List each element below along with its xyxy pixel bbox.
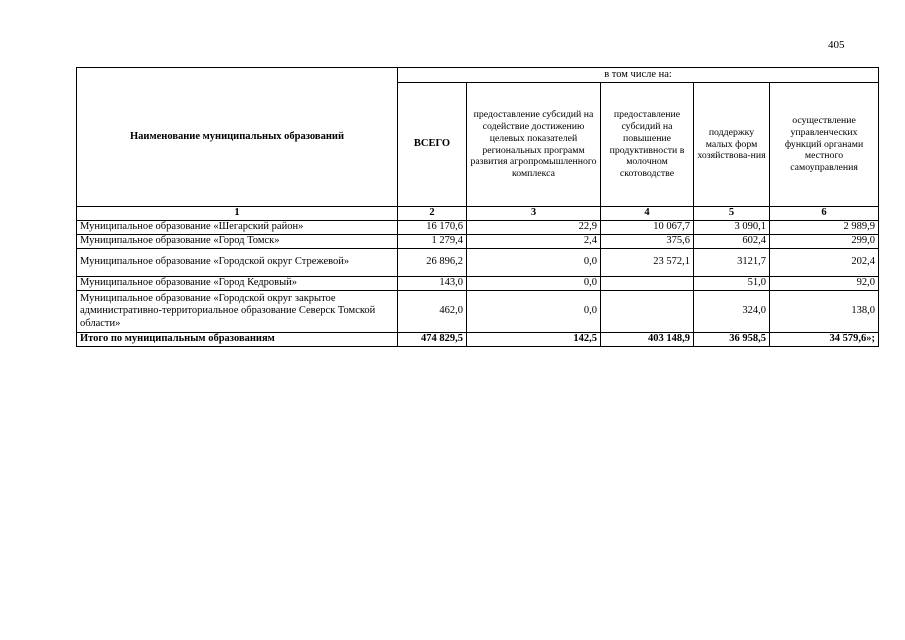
header-sub-col-3: предоставление субсидий на содействие достижению целевых показателей региональных программ развития агропромышленного комплекса bbox=[467, 83, 601, 207]
column-number: 4 bbox=[601, 207, 694, 221]
row-name: Муниципальное образование «Город Кедровый» bbox=[77, 277, 398, 291]
row-col-3: 22,9 bbox=[467, 221, 601, 235]
page-number: 405 bbox=[828, 39, 845, 51]
row-col-5: 3121,7 bbox=[694, 249, 770, 277]
row-col-4: 23 572,1 bbox=[601, 249, 694, 277]
row-col-6: 138,0 bbox=[770, 291, 879, 333]
column-number: 1 bbox=[77, 207, 398, 221]
header-sub-col-4: предоставление субсидий на повышение продуктивности в молочном скотоводстве bbox=[601, 83, 694, 207]
total-row-col-3: 142,5 bbox=[467, 333, 601, 347]
row-name: Муниципальное образование «Городской округ Стрежевой» bbox=[77, 249, 398, 277]
row-col-3: 0,0 bbox=[467, 291, 601, 333]
row-total: 462,0 bbox=[398, 291, 467, 333]
table-row bbox=[77, 291, 879, 333]
row-name: Муниципальное образование «Город Томск» bbox=[77, 235, 398, 249]
row-col-6: 92,0 bbox=[770, 277, 879, 291]
total-row-total: 474 829,5 bbox=[398, 333, 467, 347]
column-number-row bbox=[77, 207, 879, 221]
row-total: 1 279,4 bbox=[398, 235, 467, 249]
total-row-name: Итого по муниципальным образованиям bbox=[77, 333, 398, 347]
header-sub-col-5: поддержку малых форм хозяйствова-ния bbox=[694, 83, 770, 207]
total-row bbox=[77, 333, 879, 347]
row-col-3: 2,4 bbox=[467, 235, 601, 249]
table-row bbox=[77, 235, 879, 249]
header-row-1 bbox=[77, 68, 879, 83]
header-sub-col-6: осуществление управленческих функций органами местного самоуправления bbox=[770, 83, 879, 207]
row-col-4 bbox=[601, 291, 694, 333]
column-number: 2 bbox=[398, 207, 467, 221]
header-group-label: в том числе на: bbox=[398, 68, 879, 83]
row-col-5: 51,0 bbox=[694, 277, 770, 291]
column-number: 5 bbox=[694, 207, 770, 221]
row-col-6: 299,0 bbox=[770, 235, 879, 249]
row-total: 16 170,6 bbox=[398, 221, 467, 235]
municipal-subsidies-table bbox=[76, 67, 879, 347]
total-row-col-4: 403 148,9 bbox=[601, 333, 694, 347]
table-row bbox=[77, 249, 879, 277]
row-name: Муниципальное образование «Шегарский район» bbox=[77, 221, 398, 235]
total-row-col-6: 34 579,6»; bbox=[770, 333, 879, 347]
row-col-4 bbox=[601, 277, 694, 291]
table-row bbox=[77, 277, 879, 291]
row-total: 143,0 bbox=[398, 277, 467, 291]
total-row-col-5: 36 958,5 bbox=[694, 333, 770, 347]
column-number: 6 bbox=[770, 207, 879, 221]
row-col-4: 10 067,7 bbox=[601, 221, 694, 235]
row-col-3: 0,0 bbox=[467, 277, 601, 291]
row-col-6: 202,4 bbox=[770, 249, 879, 277]
column-number: 3 bbox=[467, 207, 601, 221]
row-col-4: 375,6 bbox=[601, 235, 694, 249]
row-col-5: 3 090,1 bbox=[694, 221, 770, 235]
row-col-5: 324,0 bbox=[694, 291, 770, 333]
row-total: 26 896,2 bbox=[398, 249, 467, 277]
table-row bbox=[77, 221, 879, 235]
row-name: Муниципальное образование «Городской округ закрытое административно-территориальное образование Северск Томской области» bbox=[77, 291, 398, 333]
header-name-col: Наименование муниципальных образований bbox=[77, 68, 398, 207]
header-total-col: ВСЕГО bbox=[398, 83, 467, 207]
row-col-6: 2 989,9 bbox=[770, 221, 879, 235]
row-col-5: 602,4 bbox=[694, 235, 770, 249]
row-col-3: 0,0 bbox=[467, 249, 601, 277]
